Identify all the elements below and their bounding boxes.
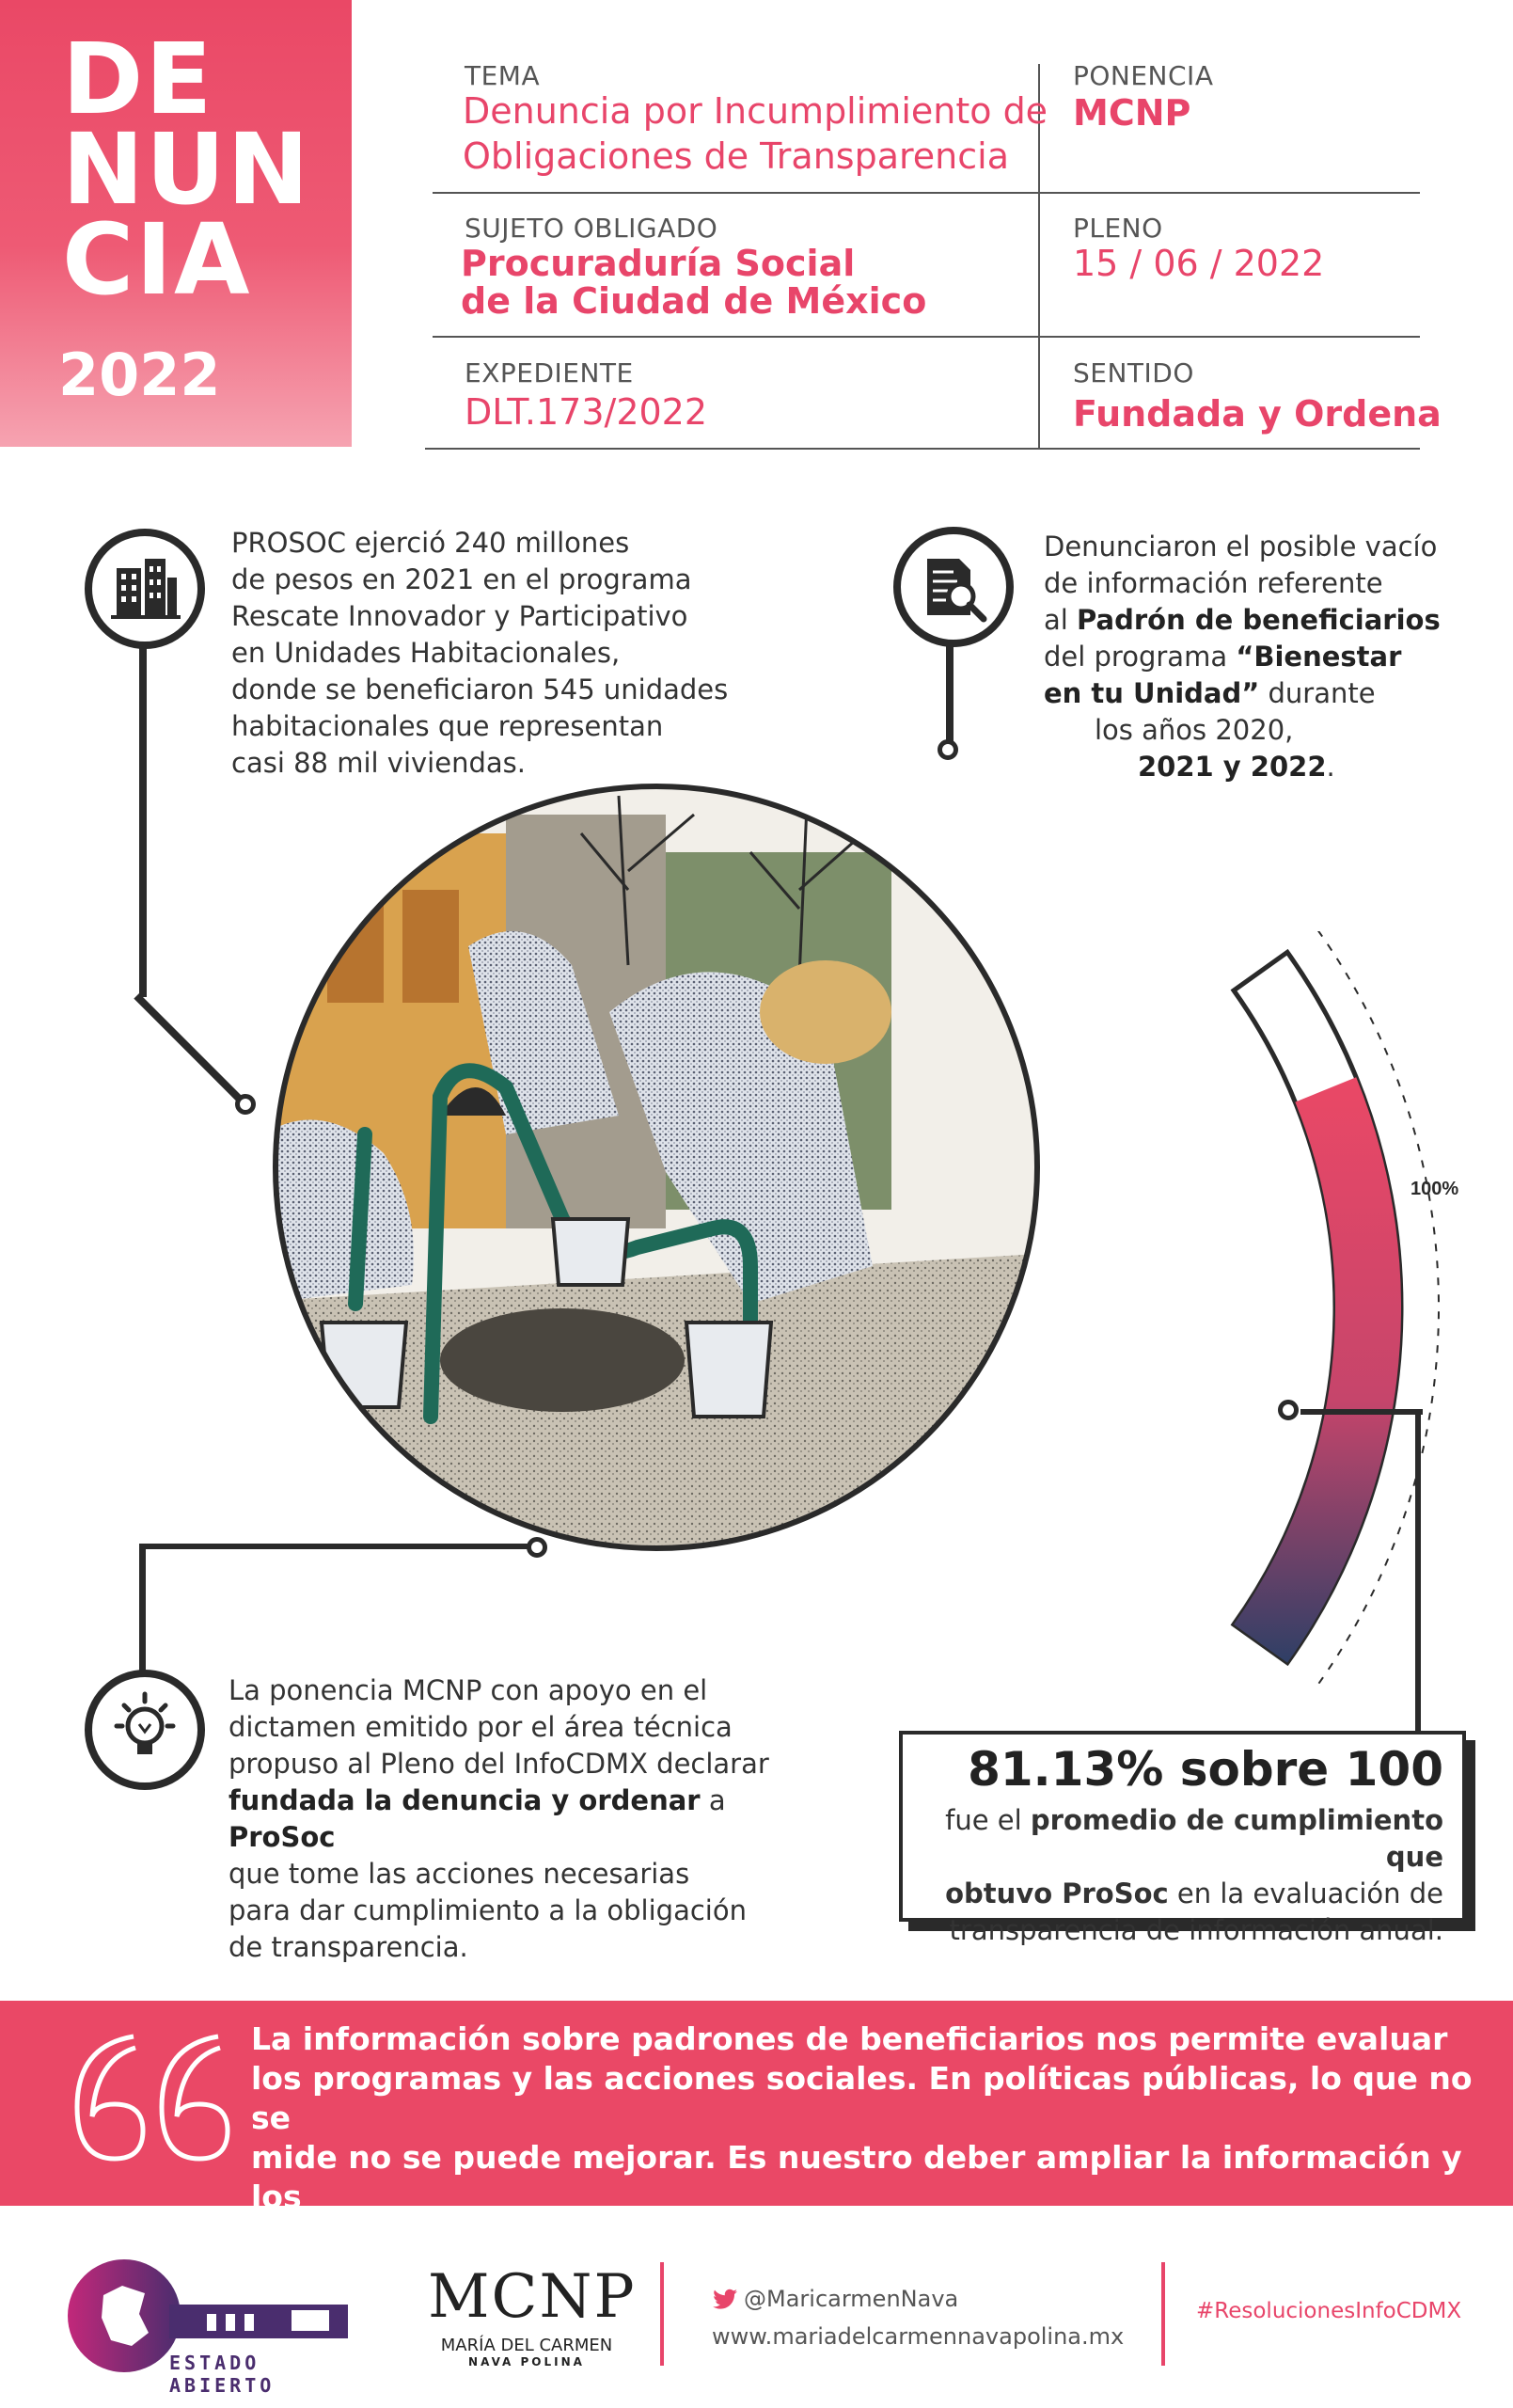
stat-line: transparencia de información anual. — [949, 1914, 1443, 1946]
sujeto-value-line-2: de la Ciudad de México — [461, 280, 927, 322]
connector-line — [139, 1544, 146, 1677]
building-icon — [92, 536, 197, 642]
lightbulb-icon — [92, 1677, 197, 1782]
text-bold: obtuvo ProSoc — [945, 1877, 1169, 1909]
text-bold: fundada la denuncia y ordenar — [229, 1784, 701, 1816]
painting-scene-illustration — [224, 777, 1145, 1558]
sujeto-label: SUJETO OBLIGADO — [465, 213, 718, 244]
text-bold: ProSoc — [229, 1821, 336, 1853]
pleno-label: PLENO — [1073, 213, 1163, 244]
website-link[interactable]: www.mariadelcarmennavapolina.mx — [712, 2323, 1125, 2350]
quote-text — [251, 2020, 1474, 2257]
quote-line: mide no se puede mejorar. Es nuestro deber ampliar la información y los — [251, 2139, 1462, 2215]
connector-line — [946, 642, 954, 747]
title-block — [0, 0, 352, 447]
block3-line: propuso al Pleno del InfoCDMX declarar — [229, 1748, 769, 1780]
sujeto-value-line-1: Procuraduría Social — [461, 243, 856, 284]
text-span: en la evaluación de — [1168, 1877, 1443, 1909]
text-span: fue el — [945, 1804, 1031, 1836]
block1-line: en Unidades Habitacionales, — [231, 637, 621, 669]
block2-line: Denunciaron el posible vacío — [1044, 531, 1438, 562]
title-line-1: DE — [62, 22, 214, 136]
stat-box — [899, 1731, 1466, 1946]
block1-line: donde se beneficiaron 545 unidades — [231, 673, 729, 705]
connector-line — [139, 1544, 528, 1549]
twitter-handle: @MaricarmenNava — [744, 2286, 959, 2312]
block1-line: casi 88 mil viviendas. — [231, 747, 526, 779]
gauge-max-label: 100% — [1411, 1179, 1459, 1199]
quote-line: datos para fortalecer la toma de decisiones”. — [251, 2218, 1047, 2255]
text-bold: “Bienestar — [1236, 641, 1402, 673]
divider — [425, 448, 1420, 450]
footer-divider — [660, 2262, 664, 2366]
block3-line — [229, 1782, 830, 1856]
estado-abierto-logo — [66, 2258, 357, 2397]
connector-dot — [1278, 1400, 1299, 1420]
block3-text — [229, 1672, 830, 1966]
title-line-3: CIA — [62, 202, 252, 317]
quote-band — [0, 2001, 1513, 2255]
block2-line: de información referente — [1044, 567, 1383, 599]
block3-line: que tome las acciones necesarias — [229, 1858, 690, 1890]
block1-line: habitacionales que representan — [231, 710, 664, 742]
text-bold: Padrón de beneficiarios — [1077, 604, 1441, 636]
twitter-bird-icon — [712, 2289, 738, 2311]
text-bold: 2021 y 2022 — [1138, 751, 1327, 783]
ponencia-value: MCNP — [1073, 92, 1191, 134]
lightbulb-icon-circle — [85, 1670, 205, 1790]
block1-line: PROSOC ejerció 240 millones — [231, 527, 630, 559]
block2-line — [1044, 602, 1486, 639]
gauge-fill — [1234, 1077, 1401, 1662]
connector-line — [1300, 1409, 1423, 1415]
ponencia-label: PONENCIA — [1073, 60, 1214, 91]
stat-line — [903, 1876, 1443, 1912]
block2-line: los años 2020, — [1095, 714, 1294, 746]
hashtag-link[interactable]: #ResolucionesInfoCDMX — [1196, 2299, 1462, 2323]
quote-mark-icon — [68, 2027, 237, 2168]
block2-line — [1044, 675, 1486, 712]
quote-line: La información sobre padrones de beneficiarios nos permite evaluar — [251, 2020, 1448, 2057]
block2-text — [1044, 529, 1486, 785]
connector-dot — [527, 1537, 547, 1558]
tema-value-line-2: Obligaciones de Transparencia — [463, 135, 1009, 177]
text-span: a — [700, 1784, 726, 1816]
text-bold: en tu Unidad” — [1044, 677, 1260, 709]
block1-text — [231, 525, 758, 782]
quote-line: los programas y las acciones sociales. En políticas públicas, lo que no se — [251, 2060, 1473, 2136]
block3-line: La ponencia MCNP con apoyo en el — [229, 1674, 708, 1706]
compliance-gauge — [1072, 931, 1467, 1684]
building-icon-circle — [85, 529, 205, 649]
stat-headline: 81.13% sobre 100 — [968, 1742, 1443, 1797]
mcnp-name: MARÍA DEL CARMEN — [440, 2336, 613, 2355]
text-span: durante — [1259, 677, 1376, 709]
text-span: del programa — [1044, 641, 1237, 673]
title-year: 2022 — [58, 341, 221, 409]
sentido-label: SENTIDO — [1073, 357, 1194, 388]
block2-line — [1044, 639, 1486, 675]
divider — [433, 192, 1420, 194]
mcnp-surname: NAVA POLINA — [468, 2355, 585, 2368]
text-span: al — [1044, 604, 1078, 636]
estado-abierto-text: ESTADO ABIERTO — [169, 2352, 276, 2397]
connector-line — [139, 642, 147, 997]
connector-line — [1415, 1409, 1421, 1733]
block3-line: para dar cumplimiento a la obligación — [229, 1894, 747, 1926]
block3-line: de transparencia. — [229, 1931, 468, 1963]
stat-text — [903, 1802, 1443, 1949]
block3-line: dictamen emitido por el área técnica — [229, 1711, 733, 1743]
expediente-value: DLT.173/2022 — [465, 391, 708, 433]
tema-value-line-1: Denuncia por Incumplimiento de — [463, 90, 1048, 132]
block1-line: Rescate Innovador y Participativo — [231, 600, 688, 632]
tema-label: TEMA — [465, 60, 541, 91]
connector-dot — [938, 739, 958, 760]
footer-divider — [1161, 2262, 1165, 2366]
mcnp-logo-mark: MCNP — [428, 2262, 637, 2332]
pleno-value: 15 / 06 / 2022 — [1073, 243, 1325, 284]
divider — [433, 336, 1420, 338]
document-search-icon-circle — [893, 527, 1014, 647]
sentido-value: Fundada y Ordena — [1073, 393, 1442, 435]
block1-line: de pesos en 2021 en el programa — [231, 563, 692, 595]
stat-line — [903, 1802, 1443, 1876]
gauge-chart — [1072, 931, 1467, 1684]
text-bold: promedio de cumplimiento que — [1030, 1804, 1443, 1873]
title-line-2: NUN — [62, 112, 311, 227]
twitter-line[interactable] — [712, 2286, 958, 2312]
mcnp-logo — [428, 2262, 637, 2384]
illustration-photo — [224, 777, 1145, 1558]
expediente-label: EXPEDIENTE — [465, 357, 634, 388]
text-span: . — [1326, 751, 1335, 783]
document-search-icon — [901, 534, 1006, 640]
